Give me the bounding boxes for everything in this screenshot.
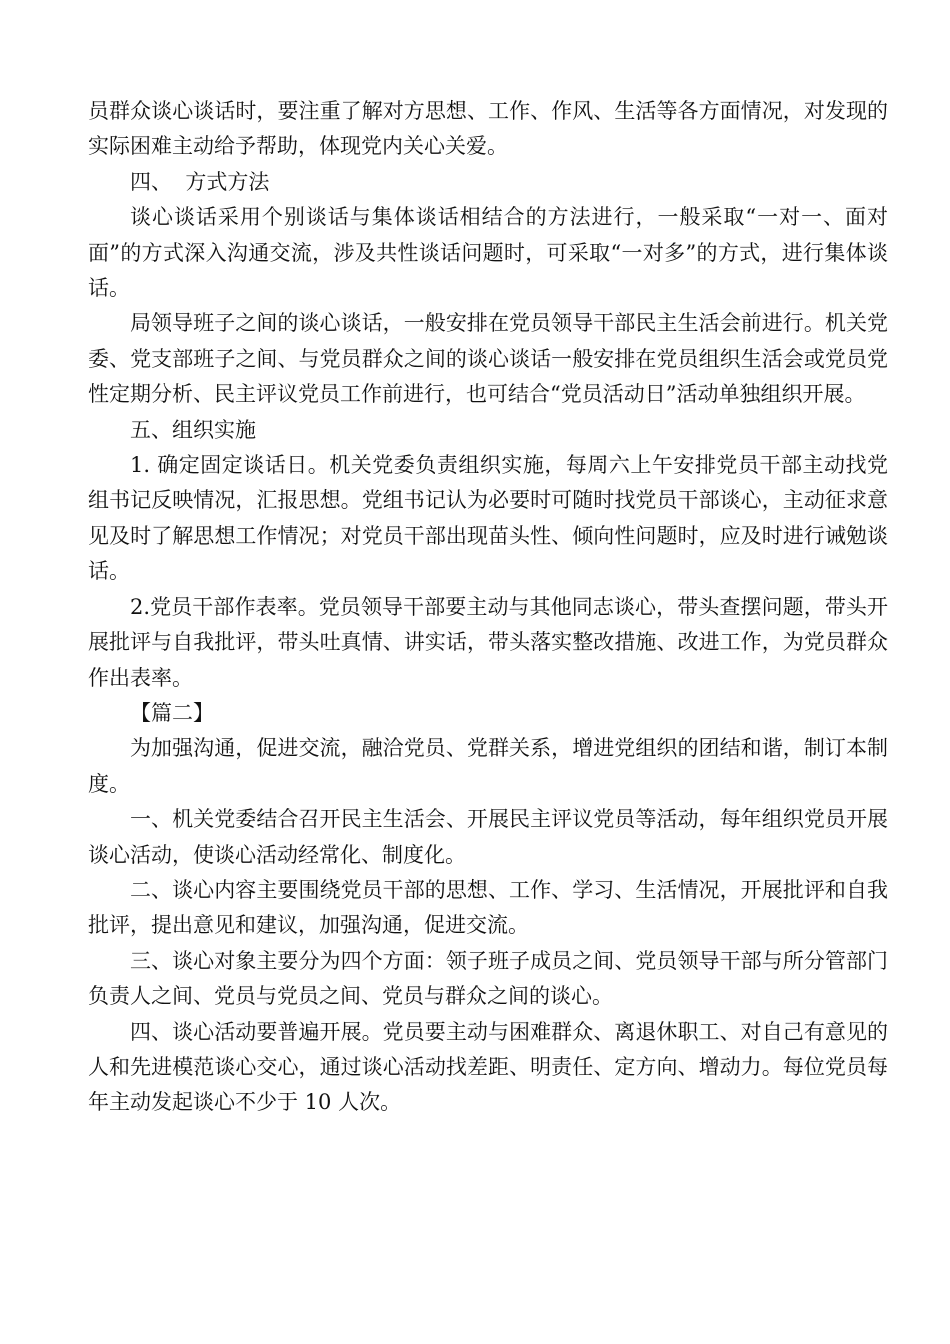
paragraph-rule-two: 二、谈心内容主要围绕党员干部的思想、工作、学习、生活情况，开展批评和自我批评，提出意见和建议，加强沟通，促进交流。 (88, 877, 888, 938)
paragraph-item-1: 1. 确定固定谈话日。机关党委负责组织实施，每周六上午安排党员干部主动找党组书记反映情况，汇报思想。党组书记认为必要时可随时找党员干部谈心，主动征求意见及时了解思想工作情况；对党员干部出现苗头性、倾向性问题时，应及时进行诫勉谈话。 (88, 453, 888, 584)
paragraph-leadership-talks: 局领导班子之间的谈心谈话，一般安排在党员领导干部民主生活会前进行。机关党委、党支部班子之间、与党员群众之间的谈心谈话一般安排在党员组织生活会或党员党性定期分析、民主评议党员工作前进行，也可结合“党员活动日”活动单独组织开展。 (88, 311, 888, 407)
paragraph-intro: 为加强沟通，促进交流，融洽党员、党群关系，增进党组织的团结和谐，制订本制度。 (88, 736, 888, 796)
heading-part-two: 【篇二】 (130, 700, 214, 725)
paragraph-methods: 谈心谈话采用个别谈话与集体谈话相结合的方法进行，一般采取“一对一、面对面”的方式深入沟通交流，涉及共性谈话问题时，可采取“一对多”的方式，进行集体谈话。 (88, 205, 888, 301)
heading-section-four: 四、 方式方法 (130, 169, 270, 194)
paragraph-item-2: 2.党员干部作表率。党员领导干部要主动与其他同志谈心，带头查摆问题，带头开展批评与自我批评，带头吐真情、讲实话，带头落实整改措施、改进工作，为党员群众作出表率。 (88, 594, 888, 690)
paragraph-continuation: 员群众谈心谈话时，要注重了解对方思想、工作、作风、生活等各方面情况，对发现的实际困难主动给予帮助，体现党内关心关爱。 (88, 99, 888, 159)
document-page (88, 94, 888, 1121)
paragraph-rule-four: 四、谈心活动要普遍开展。党员要主动与困难群众、离退休职工、对自己有意见的人和先进模范谈心交心，通过谈心活动找差距、明责任、定方向、增动力。每位党员每年主动发起谈心不少于 10 人次。 (88, 1019, 888, 1115)
paragraph-rule-three: 三、谈心对象主要分为四个方面：领子班子成员之间、党员领导干部与所分管部门负责人之间、党员与党员之间、党员与群众之间的谈心。 (88, 948, 888, 1009)
paragraph-rule-one: 一、机关党委结合召开民主生活会、开展民主评议党员等活动，每年组织党员开展谈心活动，使谈心活动经常化、制度化。 (88, 807, 888, 867)
heading-section-five: 五、组织实施 (130, 417, 256, 442)
